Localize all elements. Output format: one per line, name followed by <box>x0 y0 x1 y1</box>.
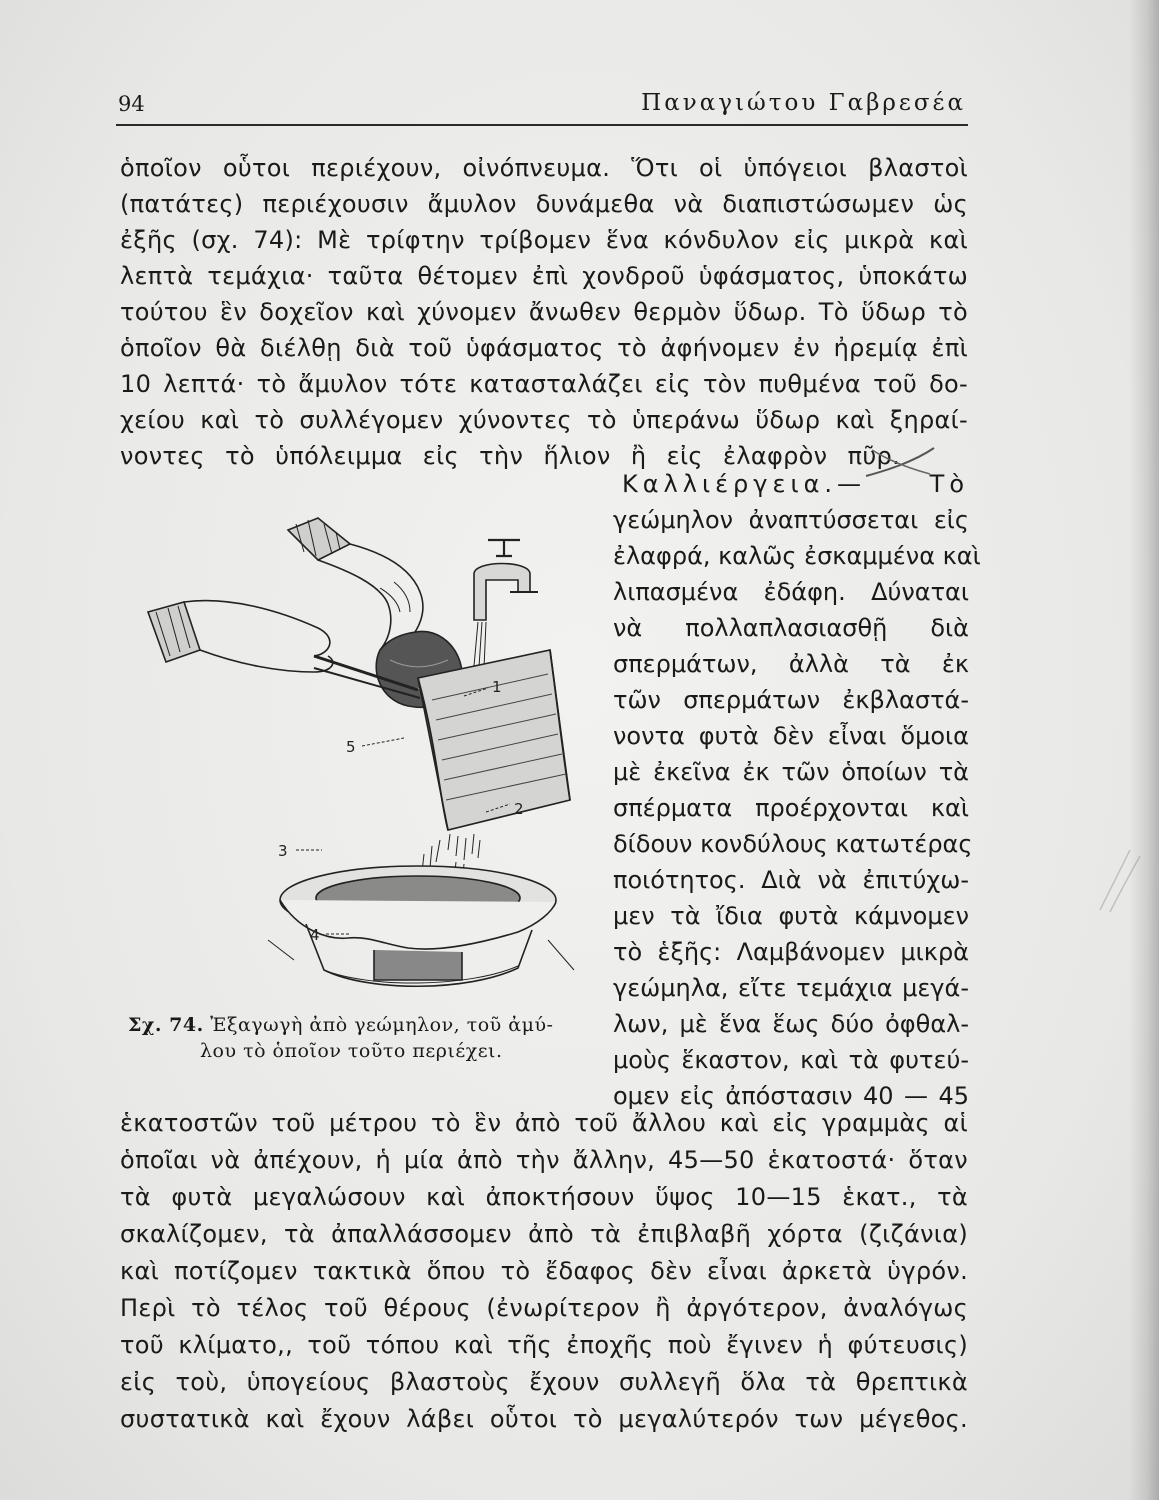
body-line: ὁποῖαι νὰ ἀπέχουν, ἡ μία ἀπὸ τὴν ἄλλην, 45—50 ἑκατοστά· ὅταν <box>120 1146 968 1174</box>
body-line: ὁποῖον οὗτοι περιέχουν, οἰνόπνευμα. Ὅτι οἱ ὑπόγειοι βλαστοὶ <box>120 154 968 182</box>
body-line: 10 λεπτά· τὸ ἄμυλον τότε κατασταλάζει εἰς τὸν πυθμένα τοῦ δο- <box>120 370 968 398</box>
side-line: λων, μὲ ἕνα ἕως δύο ὀφθαλ- <box>613 1010 969 1038</box>
side-line: δίδουν κονδύλους κατωτέρας <box>613 830 973 858</box>
side-line: μοὺς ἕκαστον, καὶ τὰ φυτεύ- <box>613 1046 969 1074</box>
side-line: ἐλαφρά, καλῶς ἐσκαμμένα καὶ <box>613 542 981 570</box>
figure-label-4: 4 <box>310 926 320 944</box>
body-line: Περὶ τὸ τέλος τοῦ θέρους (ἐνωρίτερον ἢ ἀργότερον, ἀναλόγως <box>120 1294 968 1322</box>
running-head: Παναγιώτου Γαβρεσέα <box>641 90 966 116</box>
body-line: ὁποῖον θὰ διέλθῃ διὰ τοῦ ὑφάσματος τὸ ἀφήνομεν ἐν ἠρεμίᾳ ἐπὶ <box>120 334 968 362</box>
figure-label-5: 5 <box>346 738 356 756</box>
side-line: γεώμηλα, εἴτε τεμάχια μεγά- <box>613 974 969 1002</box>
figure-74-illustration <box>118 500 598 1000</box>
side-line: σπερμάτων, ἀλλὰ τὰ ἐκ <box>613 650 969 678</box>
side-line: ομεν εἰς ἀπόστασιν 40 — 45 <box>613 1082 969 1110</box>
body-line: ἐξῆς (σχ. 74): Μὲ τρίφτην τρίβομεν ἕνα κόνδυλον εἰς μικρὰ καὶ <box>120 226 968 254</box>
body-line: (πατάτες) περιέχουσιν ἄμυλον δυνάμεθα νὰ διαπιστώσωμεν ὡς <box>120 190 968 218</box>
figure-label-1: 1 <box>492 678 502 696</box>
side-line: γεώμηλον ἀναπτύσσεται εἰς <box>613 506 969 534</box>
caption-line-1 <box>128 1012 598 1038</box>
caption-text-2: λου τὸ ὁποῖον τοῦτο περιέχει. <box>200 1040 503 1062</box>
caption-text-1: Ἐξαγωγὴ ἀπὸ γεώμηλον, τοῦ ἀμύ- <box>210 1014 554 1036</box>
body-line: ἑκατοστῶν τοῦ μέτρου τὸ ἓν ἀπὸ τοῦ ἄλλου καὶ εἰς γραμμὰς αἱ <box>120 1109 968 1137</box>
body-line: καὶ ποτίζομεν τακτικὰ ὅπου τὸ ἔδαφος δὲν εἶναι ἀρκετὰ ὑγρόν. <box>120 1257 968 1285</box>
body-line: νοντες τὸ ὑπόλειμμα εἰς τὴν ἥλιον ἢ εἰς ἐλαφρὸν πῦρ. <box>120 442 900 470</box>
body-line: σκαλίζομεν, τὰ ἀπαλλάσσομεν ἀπὸ τὰ ἐπιβλαβῆ χόρτα (ζιζάνια) <box>120 1220 968 1248</box>
side-line: νοντα φυτὰ δὲν εἶναι ὅμοια <box>613 722 969 750</box>
body-line: λεπτὰ τεμάχια· ταῦτα θέτομεν ἐπὶ χονδροῦ ὑφάσματος, ὑποκάτω <box>120 262 968 290</box>
side-line: μὲ ἐκεῖνα ἐκ τῶν ὁποίων τὰ <box>613 758 969 786</box>
side-line: τὸ ἑξῆς: Λαμβάνομεν μικρὰ <box>613 938 969 966</box>
page-edge-shadow <box>1129 0 1159 1500</box>
side-line: λιπασμένα ἐδάφη. Δύναται <box>613 578 969 606</box>
figure-caption <box>128 1012 598 1064</box>
section-heading-line: Καλλιέργεια.— Τὸ <box>622 470 969 498</box>
side-line: μεν τὰ ἴδια φυτὰ κάμνομεν <box>613 902 969 930</box>
side-line: σπέρματα προέρχονται καὶ <box>613 794 969 822</box>
side-line: τῶν σπερμάτων ἐκβλαστά- <box>613 686 969 714</box>
page-number: 94 <box>118 92 145 116</box>
side-line: ποιότητος. Διὰ νὰ ἐπιτύχω- <box>613 866 969 894</box>
side-line: νὰ πολλαπλασιασθῇ διὰ <box>613 614 969 642</box>
caption-label: Σχ. 74. <box>128 1014 204 1036</box>
body-line: χείου καὶ τὸ συλλέγομεν χύνοντες τὸ ὑπεράνω ὕδωρ καὶ ξηραί- <box>120 406 968 434</box>
figure-label-3: 3 <box>278 842 288 860</box>
body-line: τὰ φυτὰ μεγαλώσουν καὶ ἀποκτήσουν ὕψος 10—15 ἑκατ., τὰ <box>120 1183 968 1211</box>
body-line: εἰς τοὺ, ὑπογείους βλαστοὺς ἔχουν συλλεγῆ ὅλα τὰ θρεπτικὰ <box>120 1368 968 1396</box>
body-line: τοῦ κλίματο,, τοῦ τόπου καὶ τῆς ἐποχῆς ποὺ ἔγινεν ἡ φύτευσις) <box>120 1331 968 1359</box>
body-line: συστατικὰ καὶ ἔχουν λάβει οὗτοι τὸ μεγαλύτερόν των μέγεθος. <box>120 1405 968 1433</box>
figure-label-2: 2 <box>514 800 524 818</box>
header-rule <box>116 124 968 126</box>
margin-scribble-icon <box>1090 840 1150 920</box>
body-line: τούτου ἓν δοχεῖον καὶ χύνομεν ἄνωθεν θερμὸν ὕδωρ. Τὸ ὕδωρ τὸ <box>120 298 968 326</box>
